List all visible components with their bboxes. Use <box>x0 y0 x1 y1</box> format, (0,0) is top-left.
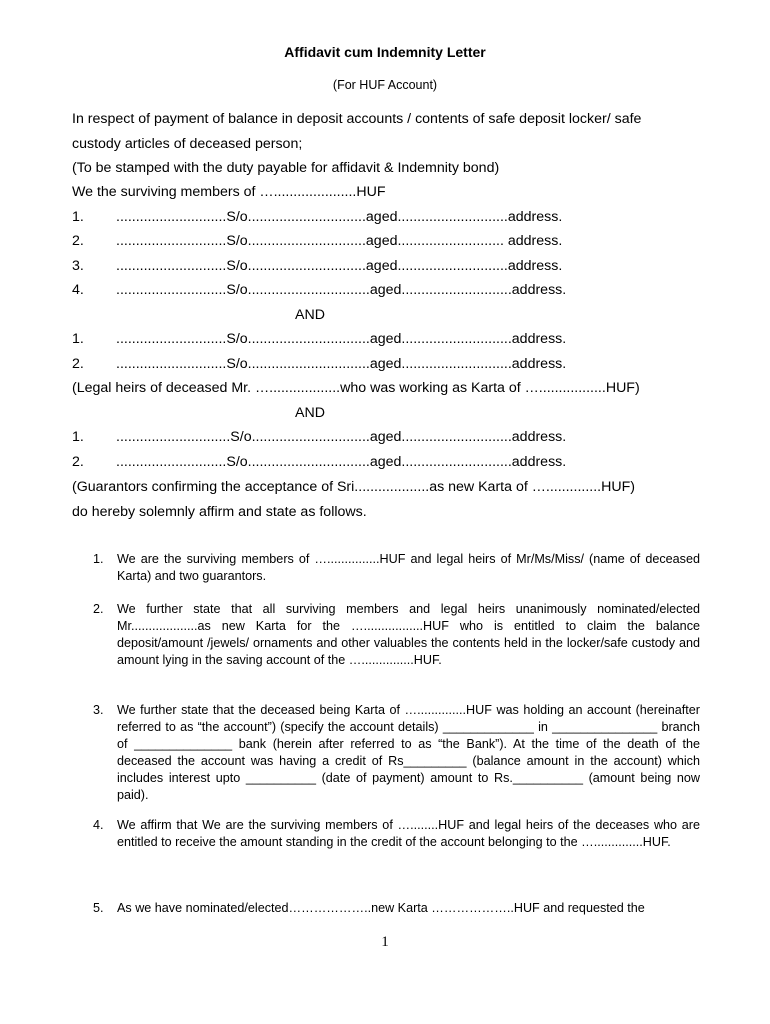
member-details: ............................S/o..............................aged............................address. <box>116 258 563 274</box>
heir-details: ............................S/o...............................aged............................address. <box>116 356 567 372</box>
member-number: 4. <box>72 282 84 298</box>
affirm-line: do hereby solemnly affirm and state as follows. <box>72 504 367 520</box>
member-row <box>72 282 566 298</box>
member-number: 3. <box>72 258 84 274</box>
clause-number: 5. <box>93 901 104 915</box>
intro-line: We the surviving members of ….....................HUF <box>72 184 386 200</box>
heir-details: ............................S/o...............................aged............................address. <box>116 331 567 347</box>
clause-number: 3. <box>93 703 104 717</box>
guarantor-row <box>72 429 566 445</box>
document-subtitle: (For HUF Account) <box>332 78 438 92</box>
guarantor-row <box>72 454 566 470</box>
member-row <box>72 233 562 249</box>
clause-text: We further state that all surviving members and legal heirs unanimously nominated/elected Mr...................as new Karta for the ….................HUF who is entitled to claim the balance deposit/amount /jewels/ ornaments and other valuables the contents held in the locker/safe custody and amount lying in the saving account of the …...............HUF. <box>117 602 700 667</box>
clause-text: We further state that the deceased being Karta of …..............HUF was holding an account (hereinafter referred to as “the account”) (specify the account details) _____________ in _______________ branch of ______________ bank (herein after referred to as “the Bank”). At the time of the death of the deceased the account was having a credit of Rs_________ (balance amount in the account) which includes interest upto __________ (date of payment) amount to Rs.__________ (amount being now paid). <box>117 703 700 802</box>
clause-number: 2. <box>93 602 104 616</box>
guarantor-details: .............................S/o..............................aged............................address. <box>116 429 567 445</box>
intro-line: (To be stamped with the duty payable for affidavit & Indemnity bond) <box>72 160 500 176</box>
heir-row <box>72 331 566 347</box>
heirs-note: (Legal heirs of deceased Mr. …..................who was working as Karta of ….................HUF) <box>72 380 640 396</box>
heir-row <box>72 356 566 372</box>
heir-number: 2. <box>72 356 84 372</box>
and-separator: AND <box>295 307 325 323</box>
member-details: ............................S/o..............................aged........................... address. <box>116 233 563 249</box>
member-number: 1. <box>72 209 84 225</box>
member-number: 2. <box>72 233 84 249</box>
page-number: 1 <box>381 934 389 950</box>
member-details: ............................S/o..............................aged............................address. <box>116 209 563 225</box>
clause-number: 1. <box>93 552 104 566</box>
member-row <box>72 209 562 225</box>
guarantor-number: 1. <box>72 429 84 445</box>
and-separator: AND <box>295 405 325 421</box>
member-details: ............................S/o...............................aged............................address. <box>116 282 567 298</box>
clause-text: As we have nominated/elected………………..new Karta ………………..HUF and requested the <box>117 901 645 915</box>
clause-text: We affirm that We are the surviving members of …........HUF and legal heirs of the deceases who are entitled to receive the amount standing in the credit of the account belonging to the …..............HUF. <box>117 818 700 849</box>
member-row <box>72 258 562 274</box>
document-title: Affidavit cum Indemnity Letter <box>284 44 486 60</box>
intro-line: custody articles of deceased person; <box>72 136 303 152</box>
clause-number: 4. <box>93 818 104 832</box>
guarantors-note: (Guarantors confirming the acceptance of Sri...................as new Karta of …..............HUF) <box>72 479 635 495</box>
clause-text: We are the surviving members of …...............HUF and legal heirs of Mr/Ms/Miss/ (name of deceased Karta) and two guarantors. <box>117 552 700 583</box>
heir-number: 1. <box>72 331 84 347</box>
intro-line: In respect of payment of balance in deposit accounts / contents of safe deposit locker/ safe <box>72 111 642 127</box>
guarantor-number: 2. <box>72 454 84 470</box>
guarantor-details: ............................S/o...............................aged............................address. <box>116 454 567 470</box>
